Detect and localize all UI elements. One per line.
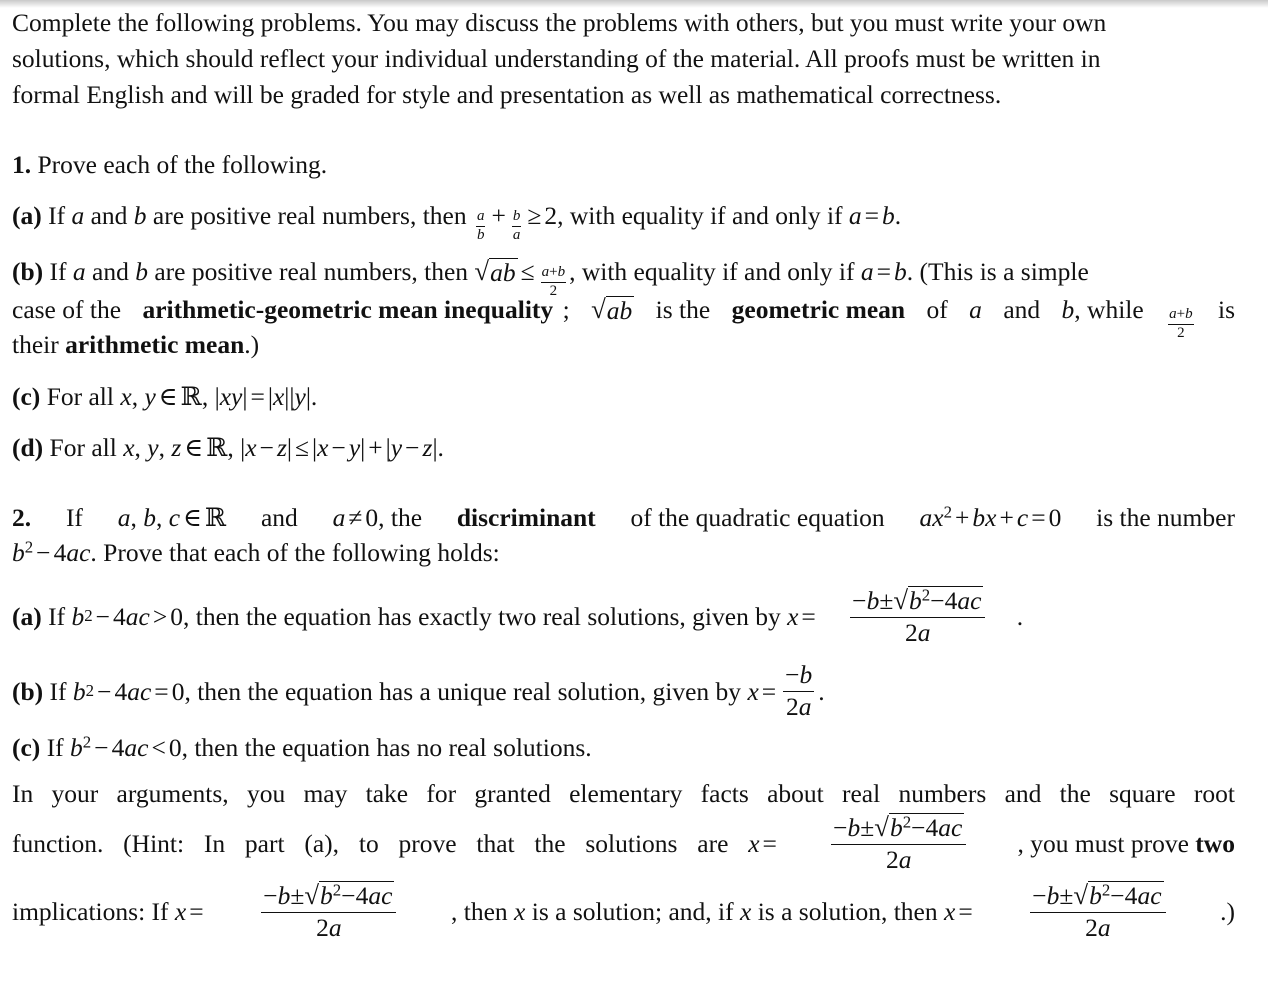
problem-2a: (a) If b 2 − 4 ac > 0 , then the equation has exactly two real solutions, given by x = −b± √ $b^2-4ac$ 2a .: [12, 585, 1024, 647]
intro-line-2: solutions, which should reflect your individual understanding of the material. All proofs must be written in: [12, 44, 1101, 73]
problem-1-heading: 1. Prove each of the following.: [12, 150, 328, 179]
problem-1a: (a) If a and b are positive real numbers, then $\frac{a}{b}$ + $\frac{b}{a}$ ≥ 2, with equality if and only if a = b.: [12, 201, 902, 243]
problem-2-intro-line-1: 2. If a, b, c ∈ ℝ and a ≠ 0, the discriminant of the quadratic equation $ax^2$ + bx + c = 0 is the number: [12, 502, 1235, 532]
problem-2b: (b) If b 2 − 4 ac = 0 , then the equation has a unique real solution, given by x = $\frac{-b}{2a}$ .: [12, 660, 825, 721]
arguments-line-3: implications: If x = −b± √ $b^2-4ac$ 2a , then x is a solution; and, if x is a solution, then x = −b± √ $b^2-4ac$ 2a .): [12, 880, 1235, 942]
problem-2c: (c) If $b^2 - 4ac < 0$, then the equation has no real solutions.: [12, 732, 592, 762]
problem-1c: (c) For all x, y ∈ ℝ, |xy| = |x||y|.: [12, 382, 318, 411]
intro-line-1: Complete the following problems. You may discuss the problems with others, but you must write your own: [12, 8, 1107, 37]
arguments-line-2: function. (Hint: In part (a), to prove that the solutions are x = −b± √ $b^2-4ac$ 2a , you must prove two: [12, 812, 1235, 874]
problem-1b-line-1: (b) If a and b are positive real numbers, then √ ab ≤ $\frac{a+b}{2}$ , with equality if and only if a = b. (This is a simple: [12, 256, 1089, 299]
problem-1d: (d) For all x, y, z ∈ ℝ, |x − z| ≤ |x − y| + |y − z|.: [12, 433, 444, 462]
arguments-line-1: In your arguments, you may take for granted elementary facts about real numbers and the square root: [12, 779, 1235, 808]
top-shadow: [0, 0, 1268, 8]
problem-2-intro-line-2: $b^2 - 4ac$. Prove that each of the following holds:: [12, 537, 500, 567]
problem-1b-line-3: their arithmetic mean.): [12, 330, 260, 359]
problem-1b-line-2: case of the arithmetic-geometric mean inequality ; √ ab is the geometric mean of a and b, while $\frac{a+b}{2}$ is: [12, 294, 1235, 341]
intro-line-3: formal English and will be graded for style and presentation as well as mathematical correctness.: [12, 80, 1002, 109]
